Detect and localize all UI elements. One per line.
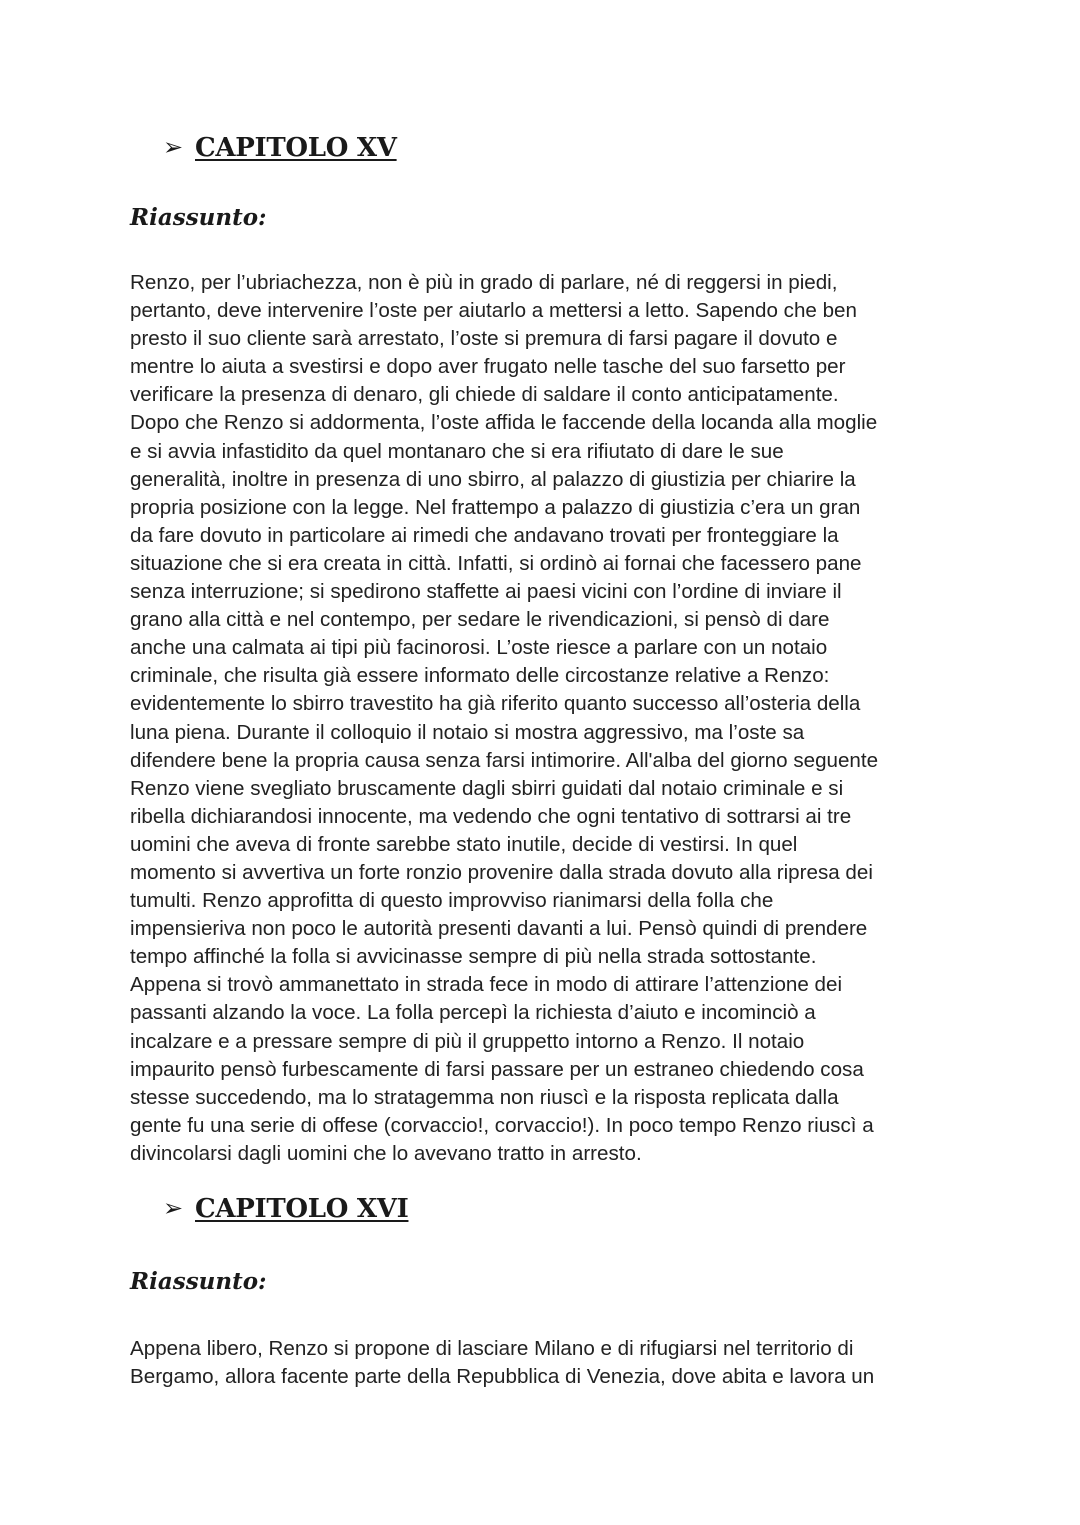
paragraph-line: tumulti. Renzo approfitta di questo improvviso rianimarsi della folla che [130, 889, 774, 913]
paragraph-line: difendere bene la propria causa senza farsi intimorire. All'alba del giorno seguente [130, 748, 879, 772]
paragraph-line: criminale, che risulta già essere informato delle circostanze relative a Renzo: [130, 664, 830, 688]
paragraph-line: stesse succedendo, ma lo stratagemma non riuscì e la risposta replicata dalla [130, 1085, 839, 1109]
paragraph-line: passanti alzando la voce. La folla percepì la richiesta d’aiuto e incominciò a [130, 1001, 816, 1025]
paragraph-line: mentre lo aiuta a svestirsi e dopo aver frugato nelle tasche del suo farsetto per [130, 355, 846, 379]
paragraph-line: evidentemente lo sbirro travestito ha già riferito quanto successo all’osteria della [130, 692, 861, 716]
paragraph-line: luna piena. Durante il colloquio il notaio si mostra aggressivo, ma l’oste sa [130, 720, 805, 744]
paragraph-line: propria posizione con la legge. Nel frattempo a palazzo di giustizia c’era un gran [130, 495, 861, 519]
summary-label: Riassunto: [130, 1268, 267, 1295]
paragraph-line: generalità, inoltre in presenza di uno sbirro, al palazzo di giustizia per chiarire la [130, 467, 856, 491]
arrow-bullet-icon: ➢ [163, 1194, 184, 1222]
paragraph-line: e si avvia infastidito da quel montanaro che si era rifiutato di dare le sue [130, 439, 784, 463]
paragraph-line: incalzare e a pressare sempre di più il gruppetto intorno a Renzo. Il notaio [130, 1029, 805, 1053]
chapter-heading [163, 1191, 408, 1226]
paragraph-line: Appena libero, Renzo si propone di lasciare Milano e di rifugiarsi nel territorio di [130, 1337, 854, 1360]
paragraph-line: anche una calmata ai tipi più facinorosi. L’oste riesce a parlare con un notaio [130, 636, 828, 660]
paragraph-line: Renzo viene svegliato bruscamente dagli sbirri guidati dal notaio criminale e si [130, 776, 844, 800]
paragraph-line: presto il suo cliente sarà arrestato, l’oste si premura di farsi pagare il dovuto e [130, 327, 838, 351]
chapter-title: CAPITOLO XVI [195, 1194, 409, 1224]
paragraph-line: Renzo, per l’ubriachezza, non è più in grado di parlare, né di reggersi in piedi, [130, 271, 838, 294]
paragraph-line: grano alla città e nel contempo, per sedare le rivendicazioni, si pensò di dare [130, 608, 830, 632]
paragraph-line: momento si avvertiva un forte ronzio provenire dalla strada dovuto alla ripresa dei [130, 860, 873, 884]
paragraph-line: Bergamo, allora facente parte della Repubblica di Venezia, dove abita e lavora un [130, 1365, 875, 1389]
paragraph-line: situazione che si era creata in città. Infatti, si ordinò ai fornai che facessero pane [130, 551, 862, 575]
paragraph-line: gente fu una serie di offese (corvaccio!, corvaccio!). In poco tempo Renzo riuscì a [130, 1113, 874, 1137]
summary-paragraph [130, 269, 960, 1168]
chapter-heading [163, 130, 397, 165]
paragraph-line: impensieriva non poco le autorità presenti davanti a lui. Pensò quindi di prendere [130, 917, 868, 941]
paragraph-line: pertanto, deve intervenire l’oste per aiutarlo a mettersi a letto. Sapendo che ben [130, 299, 857, 323]
paragraph-line: Dopo che Renzo si addormenta, l’oste affida le faccende della locanda alla moglie [130, 411, 878, 435]
paragraph-line: Appena si trovò ammanettato in strada fece in modo di attirare l’attenzione dei [130, 973, 843, 997]
paragraph-line: ribella dichiarandosi innocente, ma vedendo che ogni tentativo di sottrarsi ai tre [130, 804, 852, 828]
paragraph-line: da fare dovuto in particolare ai rimedi che andavano trovati per fronteggiare la [130, 523, 839, 547]
paragraph-line: divincolarsi dagli uomini che lo avevano tratto in arresto. [130, 1141, 642, 1165]
summary-label: Riassunto: [130, 204, 267, 231]
arrow-bullet-icon: ➢ [163, 133, 184, 161]
paragraph-line: senza interruzione; si spedirono staffette ai paesi vicini con l’ordine di inviare il [130, 580, 842, 604]
summary-paragraph [130, 1335, 960, 1391]
chapter-title: CAPITOLO XV [195, 133, 397, 163]
paragraph-line: tempo affinché la folla si avvicinasse sempre di più nella strada sottostante. [130, 945, 817, 969]
paragraph-line: uomini che aveva di fronte sarebbe stato inutile, decide di vestirsi. In quel [130, 832, 798, 856]
paragraph-line: impaurito pensò furbescamente di farsi passare per un estraneo chiedendo cosa [130, 1057, 864, 1081]
paragraph-line: verificare la presenza di denaro, gli chiede di saldare il conto anticipatamente. [130, 383, 839, 407]
